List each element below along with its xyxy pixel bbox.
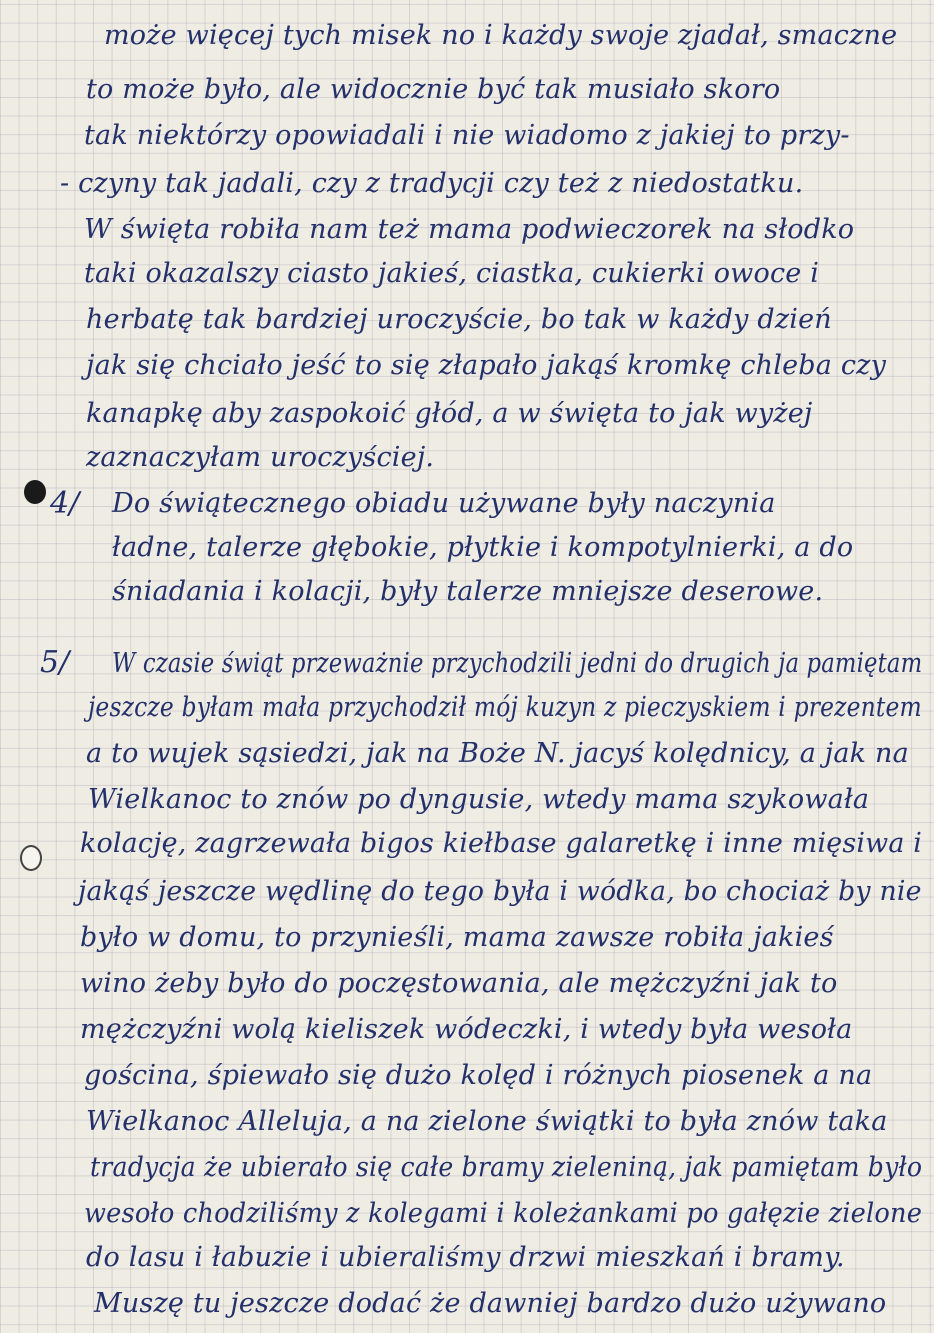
text-line-15: jeszcze byłam mała przychodził mój kuzyn z pieczyskiem i prezentem (88, 692, 922, 723)
text-line-2: to może było, ale widocznie być tak musiało skoro (86, 74, 781, 105)
text-line-25: tradycja że ubierało się całe bramy zieleniną, jak pamiętam było (90, 1152, 923, 1183)
punch-hole-middle (20, 845, 42, 871)
text-line-6: taki okazalszy ciasto jakieś, ciastka, cukierki owoce i (84, 258, 820, 289)
text-line-24: Wielkanoc Alleluja, a na zielone świątki to była znów taka (86, 1106, 888, 1137)
text-line-21: wino żeby było do poczęstowania, ale mężczyźni jak to (80, 968, 838, 999)
text-line-5: W święta robiła nam też mama podwieczorek na słodko (84, 214, 855, 245)
text-line-8: jak się chciało jeść to się złapało jakąś kromkę chleba czy (86, 350, 887, 381)
text-line-14: W czasie świąt przeważnie przychodzili jedni do drugich ja pamiętam (112, 648, 923, 679)
text-line-13: śniadania i kolacji, były talerze mniejsze deserowe. (112, 576, 824, 607)
text-line-10: zaznaczyłam uroczyściej. (86, 442, 435, 473)
text-line-16: a to wujek sąsiedzi, jak na Boże N. jacyś kolędnicy, a jak na (86, 738, 909, 769)
text-line-20: było w domu, to przynieśli, mama zawsze robiła jakieś (80, 922, 834, 953)
text-line-1: może więcej tych misek no i każdy swoje zjadał, smaczne (104, 20, 898, 51)
text-line-11: Do świątecznego obiadu używane były naczynia (112, 488, 776, 519)
text-line-28: Muszę tu jeszcze dodać że dawniej bardzo dużo używano (94, 1288, 887, 1319)
punch-hole-top (24, 480, 46, 504)
text-line-18: kolację, zagrzewała bigos kiełbase galaretkę i inne mięsiwa i (80, 828, 923, 859)
text-line-17: Wielkanoc to znów po dyngusie, wtedy mama szykowała (88, 784, 870, 815)
text-line-23: gościna, śpiewało się dużo kolęd i różnych piosenek a na (84, 1060, 873, 1091)
section-marker-5: 5/ (40, 645, 70, 680)
text-line-3: tak niektórzy opowiadali i nie wiadomo z jakiej to przy- (84, 120, 850, 151)
text-line-26: wesoło chodziliśmy z kolegami i koleżankami po gałęzie zielone (84, 1198, 923, 1229)
section-marker-4: 4/ (50, 486, 80, 521)
text-line-7: herbatę tak bardziej uroczyście, bo tak w każdy dzień (86, 304, 832, 335)
text-line-27: do lasu i łabuzie i ubieraliśmy drzwi mieszkań i bramy. (86, 1242, 845, 1273)
text-line-19: jakąś jeszcze wędlinę do tego była i wódka, bo chociaż by nie (78, 876, 922, 907)
text-line-4: - czyny tak jadali, czy z tradycji czy też z niedostatku. (60, 168, 804, 199)
text-line-12: ładne, talerze głębokie, płytkie i kompotylnierki, a do (112, 532, 854, 563)
text-line-9: kanapkę aby zaspokoić głód, a w święta to jak wyżej (86, 398, 813, 429)
text-line-22: mężczyźni wolą kieliszek wódeczki, i wtedy była wesoła (80, 1014, 853, 1045)
